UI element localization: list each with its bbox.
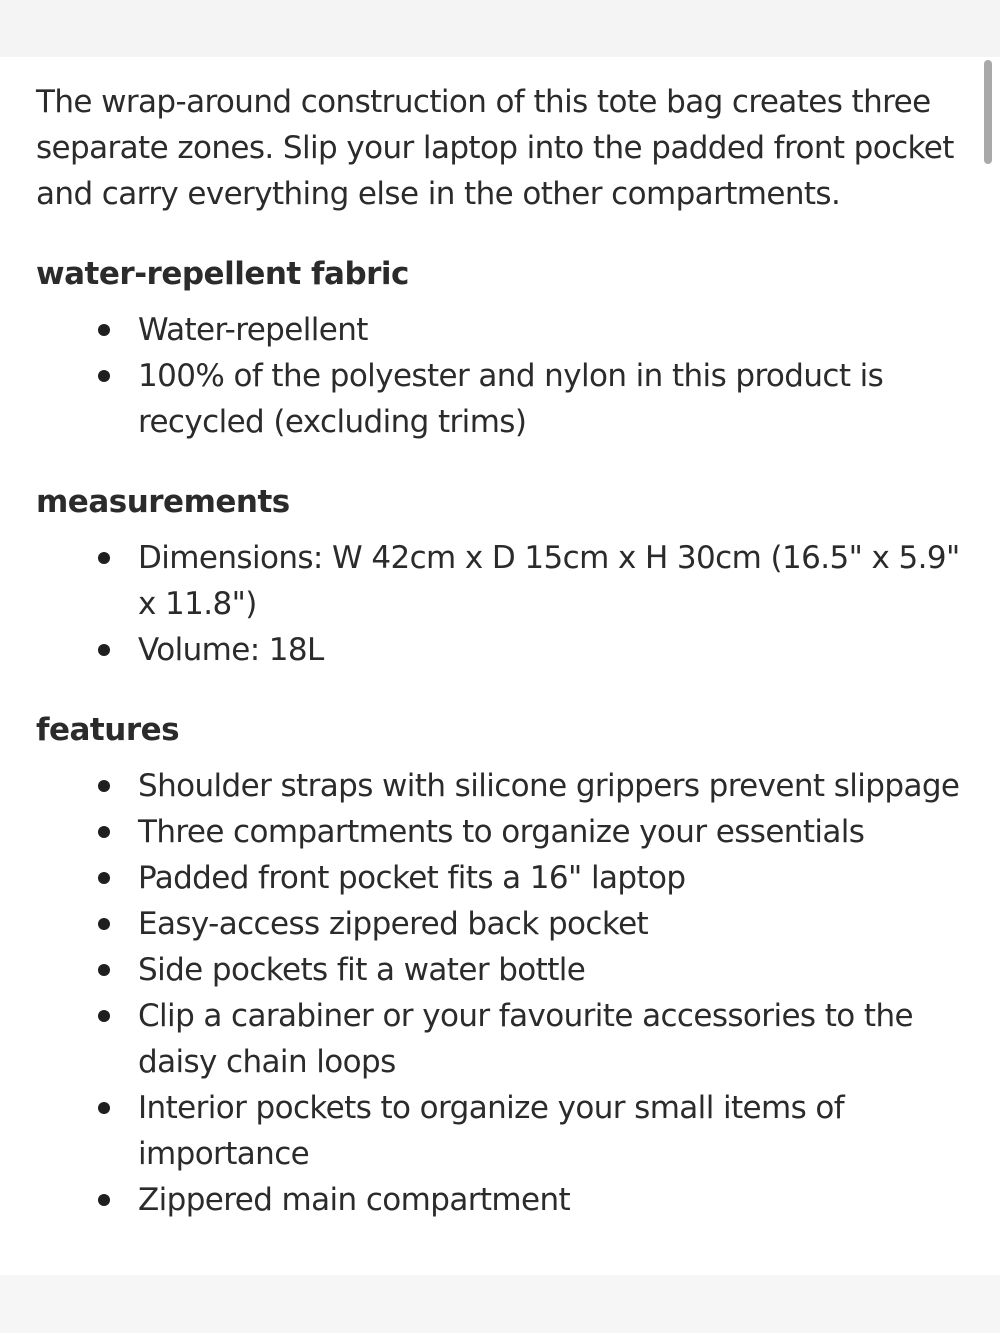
list-item <box>36 809 966 855</box>
bullet-icon <box>98 1010 110 1022</box>
bullet-icon <box>98 964 110 976</box>
list-item-text: Three compartments to organize your essentials <box>138 814 865 850</box>
list-item-text: Volume: 18L <box>138 632 324 668</box>
bullet-icon <box>98 1102 110 1114</box>
scrollbar-thumb[interactable] <box>984 60 992 164</box>
bullet-icon <box>98 872 110 884</box>
list-item <box>36 307 966 353</box>
section-heading-fabric: water-repellent fabric <box>36 256 409 292</box>
list-item <box>36 535 966 627</box>
section-fabric <box>36 251 966 445</box>
list-item-text: Easy-access zippered back pocket <box>138 906 649 942</box>
list-item-text: Dimensions: W 42cm x D 15cm x H 30cm (16.5" x 5.9" x 11.8") <box>138 540 960 622</box>
list-item-text: Shoulder straps with silicone grippers prevent slippage <box>138 768 960 804</box>
list-item <box>36 763 966 809</box>
features-list <box>36 763 966 1223</box>
bullet-icon <box>98 552 110 564</box>
measurements-list <box>36 535 966 673</box>
bullet-icon <box>98 826 110 838</box>
list-item-text: 100% of the polyester and nylon in this product is recycled (excluding trims) <box>138 358 884 440</box>
bullet-icon <box>98 780 110 792</box>
list-item <box>36 353 966 445</box>
section-heading-features: features <box>36 712 180 748</box>
list-item <box>36 1177 966 1223</box>
product-description <box>36 79 966 1223</box>
bullet-icon <box>98 644 110 656</box>
list-item-text: Clip a carabiner or your favourite accessories to the daisy chain loops <box>138 998 913 1080</box>
list-item-text: Zippered main compartment <box>138 1182 571 1218</box>
fabric-list <box>36 307 966 445</box>
list-item-text: Padded front pocket fits a 16" laptop <box>138 860 686 896</box>
section-features <box>36 707 966 1223</box>
bullet-icon <box>98 918 110 930</box>
section-measurements <box>36 479 966 673</box>
list-item <box>36 855 966 901</box>
list-item <box>36 627 966 673</box>
bullet-icon <box>98 370 110 382</box>
section-heading-measurements: measurements <box>36 484 290 520</box>
bottom-backdrop <box>0 1275 1000 1333</box>
product-details-sheet <box>0 57 1000 1275</box>
list-item <box>36 901 966 947</box>
list-item <box>36 947 966 993</box>
list-item-text: Side pockets fit a water bottle <box>138 952 586 988</box>
bullet-icon <box>98 324 110 336</box>
intro-paragraph: The wrap-around construction of this tote bag creates three separate zones. Slip your laptop into the padded front pocket and carry everything else in the other compartments. <box>36 84 954 212</box>
list-item-text: Water-repellent <box>138 312 368 348</box>
list-item <box>36 1085 966 1177</box>
list-item-text: Interior pockets to organize your small items of importance <box>138 1090 845 1172</box>
bullet-icon <box>98 1194 110 1206</box>
list-item <box>36 993 966 1085</box>
